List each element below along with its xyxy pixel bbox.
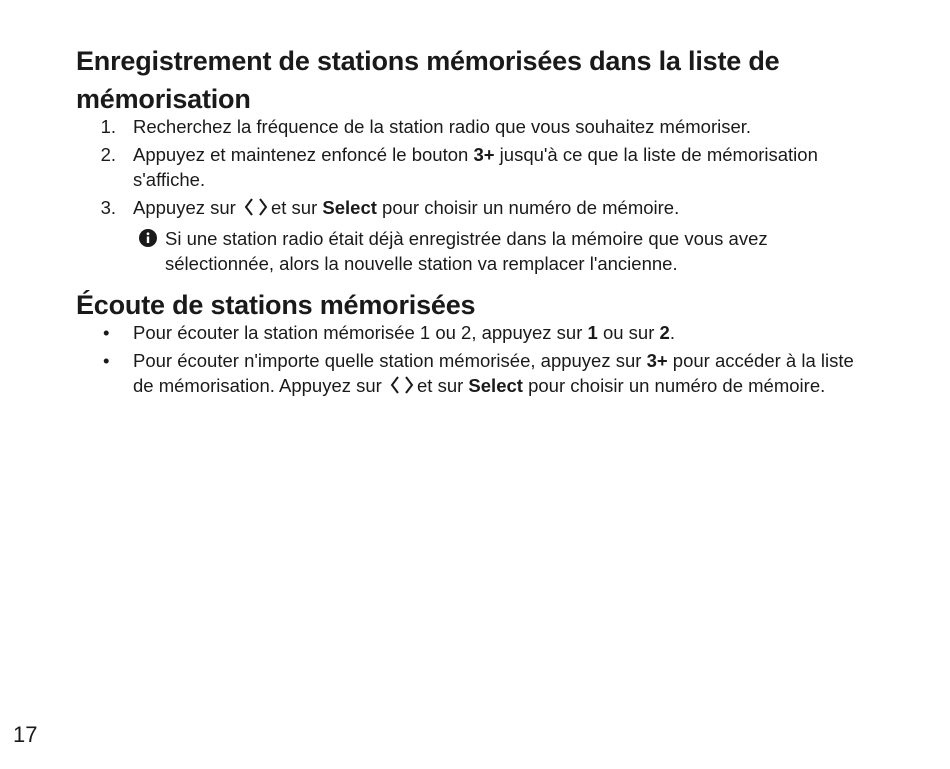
step-text: Appuyez et maintenez enfoncé le bouton 3+ jusqu'à ce que la liste de mémorisation s'affiche. — [133, 144, 818, 190]
left-right-chevron-icon — [244, 197, 268, 217]
button-name-select: Select — [322, 197, 377, 218]
bullets-list — [76, 320, 876, 401]
note-text: Si une station radio était déjà enregistrée dans la mémoire que vous avez sélectionnée, alors la nouvelle station va remplacer l'ancienne. — [165, 228, 768, 274]
info-note — [76, 226, 876, 276]
step-text: Appuyez sur et sur Select pour choisir un numéro de mémoire. — [133, 197, 680, 218]
section-title-ecoute: Écoute de stations mémorisées — [76, 290, 476, 320]
steps-list — [76, 114, 876, 280]
list-item — [76, 142, 876, 192]
step-text: Recherchez la fréquence de la station radio que vous souhaitez mémoriser. — [133, 116, 752, 137]
bullet-marker: • — [103, 350, 110, 371]
list-item — [76, 195, 876, 220]
list-item — [76, 348, 876, 398]
bullet-marker: • — [103, 322, 110, 343]
list-item — [76, 114, 876, 139]
step-number: 2. — [100, 144, 116, 165]
page-number: 17 — [13, 722, 38, 747]
list-item — [76, 320, 876, 345]
step-number: 3. — [100, 197, 116, 218]
bullet-text: Pour écouter la station mémorisée 1 ou 2, appuyez sur 1 ou sur 2. — [133, 322, 675, 343]
button-name-3plus: 3+ — [473, 144, 495, 165]
left-right-chevron-icon — [390, 375, 414, 395]
step-number: 1. — [100, 116, 116, 137]
section-title-enregistrement: Enregistrement de stations mémorisées dans la liste de mémorisation — [76, 46, 780, 114]
info-icon — [139, 229, 157, 247]
bullet-text: Pour écouter n'importe quelle station mémorisée, appuyez sur 3+ pour accéder à la liste de mémorisation. Appuyez sur et sur Select pour choisir un numéro de mémoire. — [133, 350, 854, 396]
